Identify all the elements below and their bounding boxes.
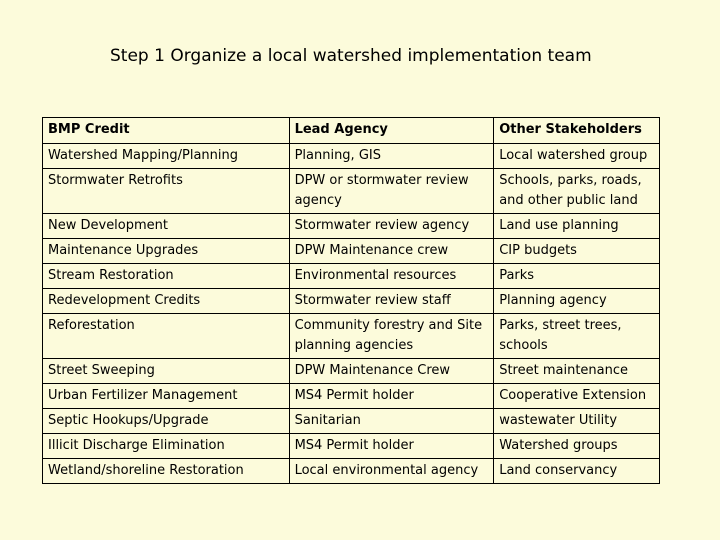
lead-agency-cell: Community forestry and Site planning agencies (289, 314, 494, 359)
stakeholder-table (42, 117, 660, 484)
lead-agency-cell: Planning, GIS (289, 144, 494, 169)
bmp-credit-cell: Stormwater Retrofits (43, 169, 290, 214)
lead-agency-cell: Stormwater review agency (289, 214, 494, 239)
header-bmp-credit: BMP Credit (43, 118, 290, 144)
bmp-credit-cell: Reforestation (43, 314, 290, 359)
lead-agency-cell: Stormwater review staff (289, 289, 494, 314)
bmp-credit-cell: Urban Fertilizer Management (43, 384, 290, 409)
table-row (43, 264, 660, 289)
bmp-credit-cell: Septic Hookups/Upgrade (43, 409, 290, 434)
stakeholders-cell: Cooperative Extension (494, 384, 660, 409)
bmp-credit-cell: New Development (43, 214, 290, 239)
lead-agency-cell: MS4 Permit holder (289, 434, 494, 459)
stakeholders-cell: Land conservancy (494, 459, 660, 484)
bmp-credit-cell: Wetland/shoreline Restoration (43, 459, 290, 484)
table-row (43, 359, 660, 384)
stakeholders-cell: Street maintenance (494, 359, 660, 384)
stakeholders-cell: Watershed groups (494, 434, 660, 459)
stakeholders-cell: Planning agency (494, 289, 660, 314)
table-row (43, 409, 660, 434)
table-row (43, 459, 660, 484)
lead-agency-cell: DPW Maintenance crew (289, 239, 494, 264)
table-row (43, 384, 660, 409)
table-row (43, 289, 660, 314)
table-row (43, 169, 660, 214)
header-other-stakeholders: Other Stakeholders (494, 118, 660, 144)
lead-agency-cell: MS4 Permit holder (289, 384, 494, 409)
bmp-credit-cell: Stream Restoration (43, 264, 290, 289)
slide-title: Step 1 Organize a local watershed implementation team (110, 46, 592, 66)
table-row (43, 144, 660, 169)
lead-agency-cell: Sanitarian (289, 409, 494, 434)
stakeholders-cell: Schools, parks, roads, and other public land (494, 169, 660, 214)
bmp-credit-cell: Street Sweeping (43, 359, 290, 384)
lead-agency-cell: Environmental resources (289, 264, 494, 289)
table-row (43, 239, 660, 264)
stakeholders-cell: wastewater Utility (494, 409, 660, 434)
bmp-credit-cell: Watershed Mapping/Planning (43, 144, 290, 169)
bmp-credit-cell: Redevelopment Credits (43, 289, 290, 314)
stakeholders-cell: Parks, street trees, schools (494, 314, 660, 359)
bmp-credit-cell: Maintenance Upgrades (43, 239, 290, 264)
stakeholders-cell: Parks (494, 264, 660, 289)
lead-agency-cell: DPW or stormwater review agency (289, 169, 494, 214)
stakeholders-cell: Land use planning (494, 214, 660, 239)
header-lead-agency: Lead Agency (289, 118, 494, 144)
lead-agency-cell: DPW Maintenance Crew (289, 359, 494, 384)
table-row (43, 214, 660, 239)
stakeholders-cell: Local watershed group (494, 144, 660, 169)
stakeholders-cell: CIP budgets (494, 239, 660, 264)
lead-agency-cell: Local environmental agency (289, 459, 494, 484)
table-row (43, 314, 660, 359)
bmp-credit-cell: Illicit Discharge Elimination (43, 434, 290, 459)
table-header-row (43, 118, 660, 144)
table-row (43, 434, 660, 459)
